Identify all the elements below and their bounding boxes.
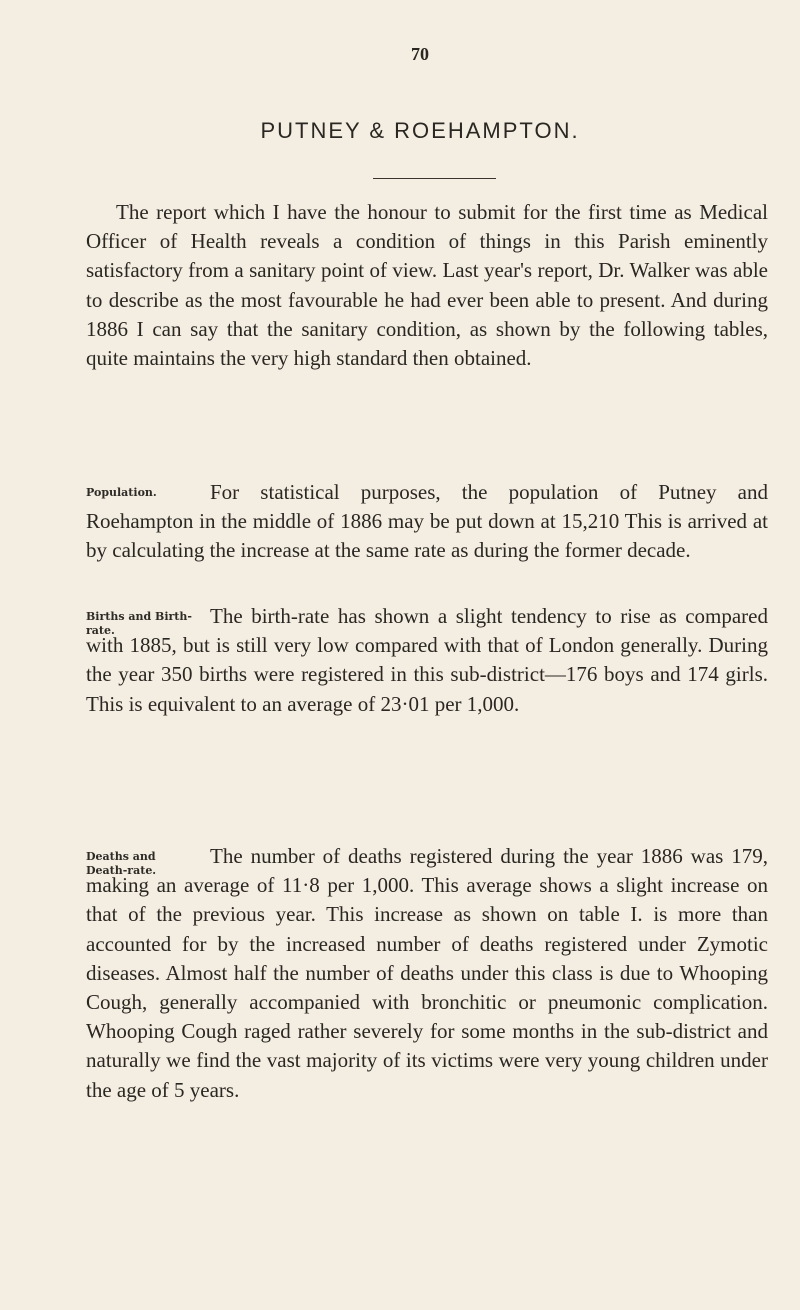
births-paragraph: The birth-rate has shown a slight tendency to rise as compared with 1885, but is still very low compared with that of London generally. During the year 350 births were registered in this sub-district—176 boys and 174 girls. This is equivalent to an average of 23·01 per 1,000. xyxy=(86,604,768,716)
deaths-margin-note: Deaths and Death-rate. xyxy=(86,850,157,877)
deaths-paragraph: The number of deaths registered during the year 1886 was 179, making an average of 11·8 per 1,000. This average shows a slight increase on that of the previous year. This increase as shown on table I. is more than accounted for by the increased number of deaths registered under Zymotic diseases. Almost half the number of deaths under this class is due to Whooping Cough, generally accompanied with bronchitic or pneumonic complication. Whooping Cough raged rather severely for some months in the sub-district and naturally we find the vast majority of its victims were very young children under the age of 5 years. xyxy=(86,844,768,1102)
page-number: 70 xyxy=(411,44,429,64)
intro-paragraph: The report which I have the honour to submit for the first time as Medical Officer of Health reveals a condition of things in this Parish eminently satisfactory from a sanitary point of view. Last year's report, Dr. Walker was able to describe as the most favourable he had ever been able to present. And during 1886 I can say that the sanitary condition, as shown by the following tables, quite maintains the very high standard then obtained. xyxy=(86,200,768,371)
title-divider xyxy=(373,178,496,179)
page-title: PUTNEY & ROEHAMPTON. xyxy=(260,118,580,143)
population-margin-note: Population. xyxy=(86,486,157,499)
births-margin-note: Births and Birth-rate. xyxy=(86,610,192,637)
population-paragraph: For statistical purposes, the population of Putney and Roehampton in the middle of 1886 may be put down at 15,210 This is arrived at by calculating the increase at the same rate as during the former decade. xyxy=(86,480,768,563)
